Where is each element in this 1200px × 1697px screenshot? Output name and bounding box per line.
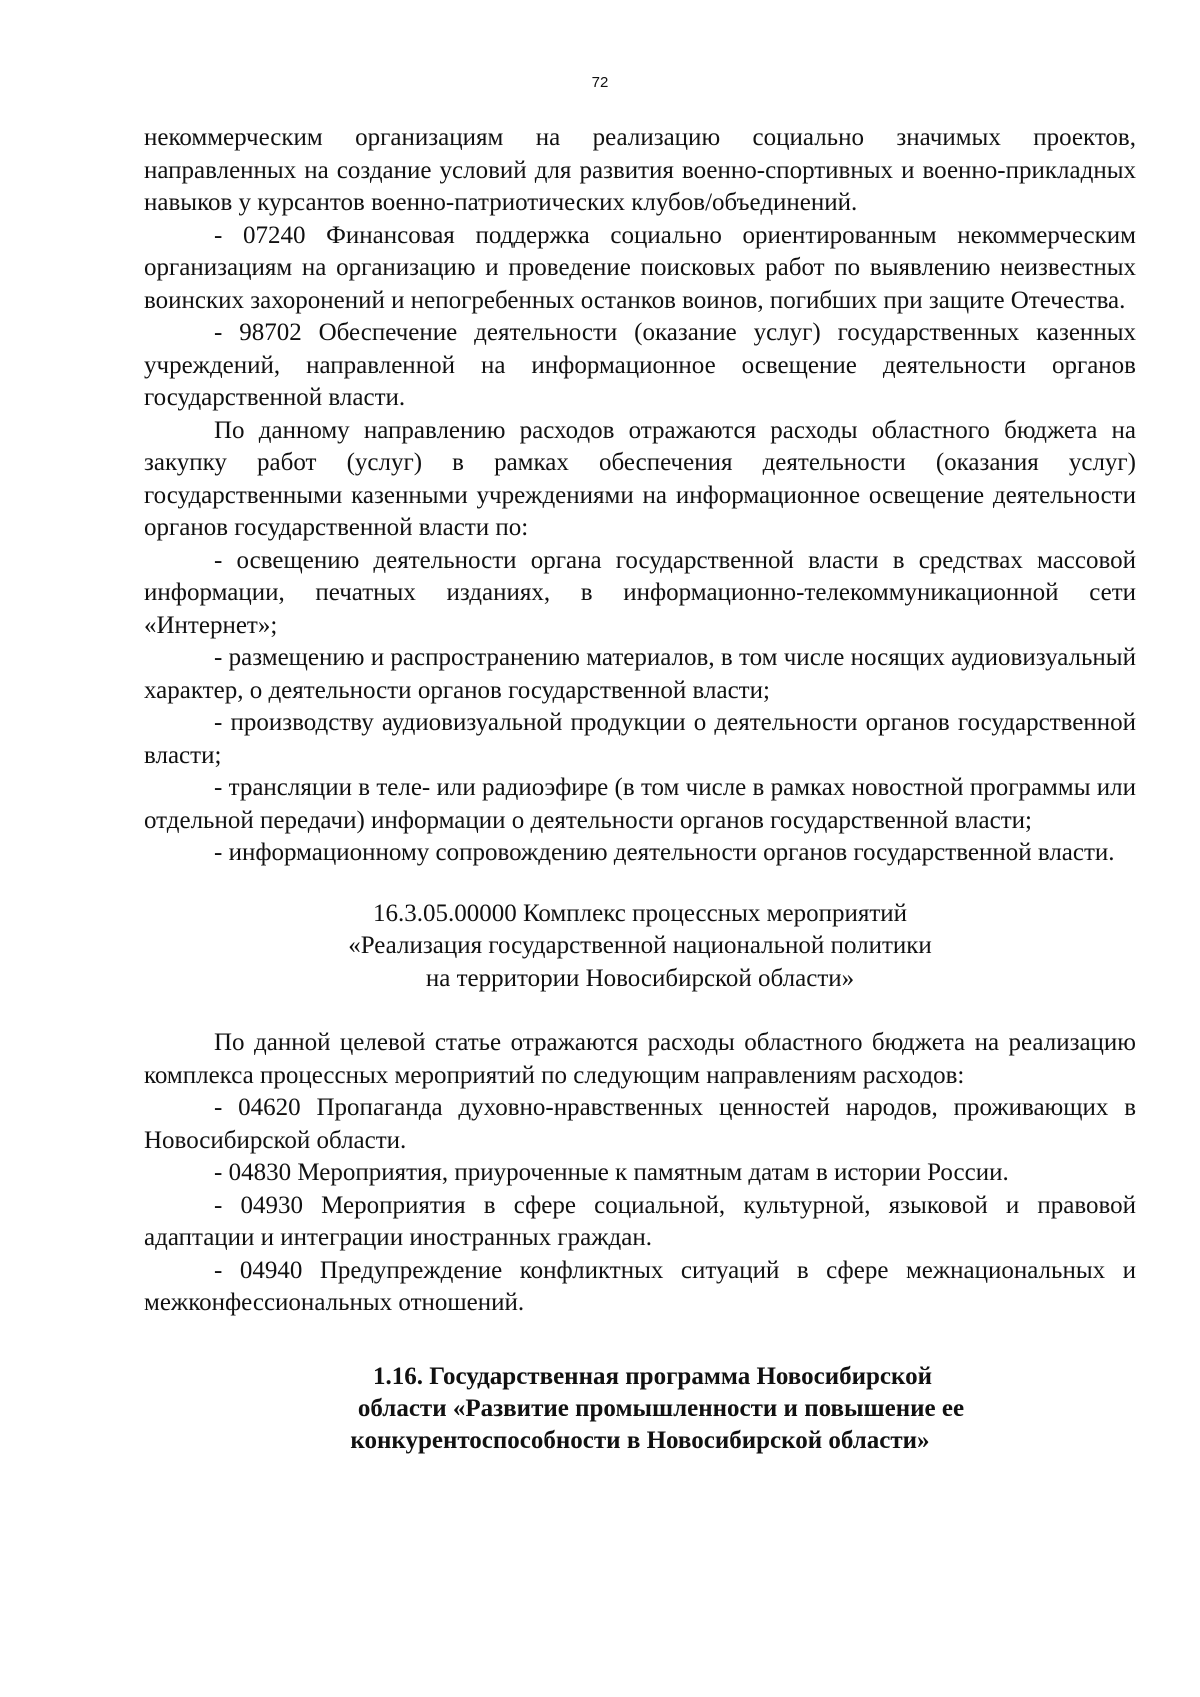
paragraphs-top	[144, 122, 1136, 870]
list-item: - трансляции в теле- или радиоэфире (в том числе в рамках новостной программы или отдельной передачи) информации о деятельности органов государственной власти;	[144, 774, 1136, 834]
list-item-98702: - 98702 Обеспечение деятельности (оказание услуг) государственных казенных учреждений, направленной на информационное освещение деятельности органов государственной власти.	[144, 319, 1136, 411]
document-body	[144, 122, 1136, 1457]
section-heading	[144, 898, 1136, 996]
program-heading-line: конкурентоспособности в Новосибирской области»	[350, 1426, 930, 1454]
section-heading-line: «Реализация государственной национальной политики	[348, 932, 932, 959]
spacer	[144, 995, 1136, 1027]
page-number: 72	[591, 74, 609, 91]
program-heading-line: области «Развитие промышленности и повышение ее	[357, 1394, 965, 1422]
list-item-04930: - 04930 Мероприятия в сфере социальной, культурной, языковой и правовой адаптации и интеграции иностранных граждан.	[144, 1191, 1136, 1251]
paragraph: По данному направлению расходов отражаются расходы областного бюджета на закупку работ (услуг) в рамках обеспечения деятельности (оказания услуг) государственными казенными учреждениями на информационное освещение деятельности органов государственной власти по:	[144, 416, 1136, 541]
section-heading-line: 16.3.05.00000 Комплекс процессных мероприятий	[372, 899, 908, 927]
list-item: - информационному сопровождению деятельности органов государственной власти.	[214, 839, 1115, 866]
paragraph: По данной целевой статье отражаются расходы областного бюджета на реализацию комплекса процессных мероприятий по следующим направлениям расходов:	[144, 1029, 1136, 1089]
paragraph: некоммерческим организациям на реализацию социально значимых проектов, направленных на создание условий для развития военно-спортивных и военно-прикладных навыков у курсантов военно-патриотических клубов/объединений.	[144, 124, 1136, 216]
list-item-04620: - 04620 Пропаганда духовно-нравственных ценностей народов, проживающих в Новосибирской области.	[144, 1094, 1136, 1154]
program-heading	[144, 1361, 1136, 1457]
list-item-04940: - 04940 Предупреждение конфликтных ситуаций в сфере межнациональных и межконфессиональных отношений.	[144, 1256, 1136, 1316]
paragraphs-bottom	[144, 1027, 1136, 1320]
list-item-04830: - 04830 Мероприятия, приуроченные к памятным датам в истории России.	[214, 1159, 1009, 1186]
program-heading-line: 1.16. Государственная программа Новосибирской	[373, 1362, 932, 1390]
section-heading-line: на территории Новосибирской области»	[425, 964, 855, 992]
list-item: - производству аудиовизуальной продукции о деятельности органов государственной власти;	[144, 709, 1136, 769]
list-item: - размещению и распространению материалов, в том числе носящих аудиовизуальный характер, о деятельности органов государственной власти;	[144, 644, 1136, 704]
list-item: - освещению деятельности органа государственной власти в средствах массовой информации, печатных изданиях, в информационно-телекоммуникационной сети «Интернет»;	[144, 546, 1136, 639]
list-item-07240: - 07240 Финансовая поддержка социально ориентированным некоммерческим организациям на организацию и проведение поисковых работ по выявлению неизвестных воинских захоронений и непогребенных останков воинов, погибших при защите Отечества.	[144, 221, 1136, 314]
